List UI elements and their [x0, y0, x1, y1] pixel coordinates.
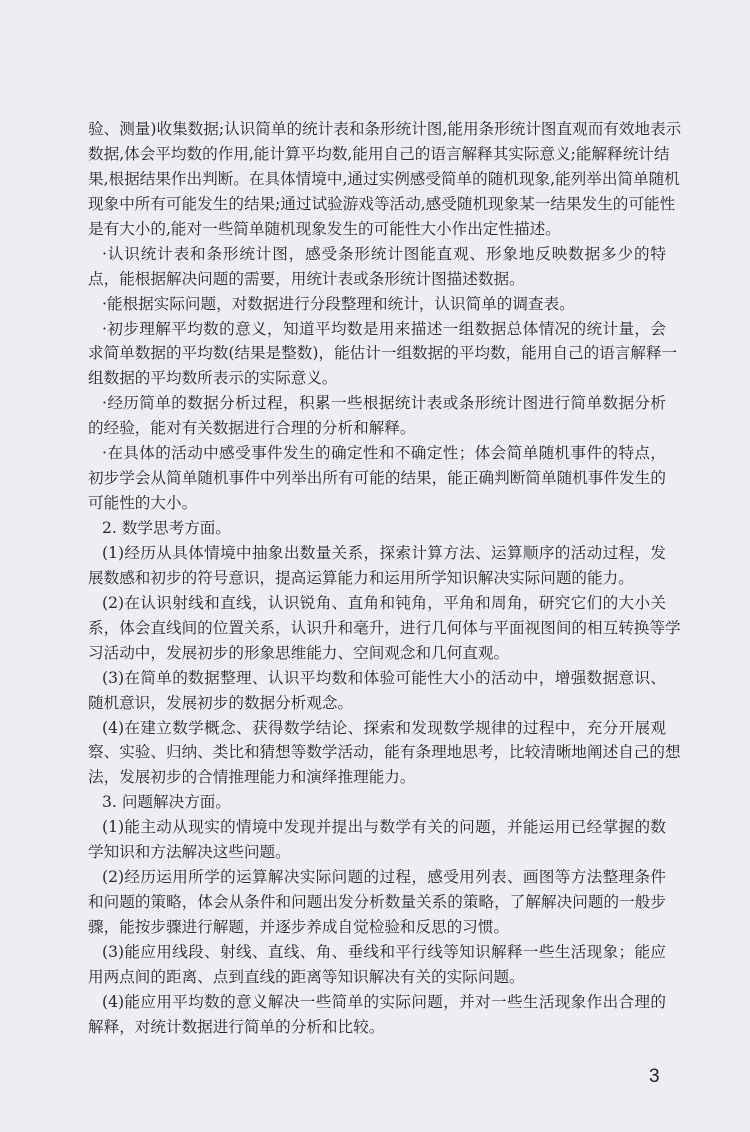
text-line: 用两点间的距离、点到直线的距离等知识解决有关的实际问题。	[88, 967, 525, 986]
text-line: 展数感和初步的符号意识，提高运算能力和运用所学知识解决实际问题的能力。	[88, 568, 634, 587]
text-line: (2)在认识射线和直线，认识锐角、直角和钝角，平角和周角，研究它们的大小关	[102, 593, 666, 612]
text-line: 解释，对统计数据进行简单的分析和比较。	[88, 1017, 385, 1036]
text-line: 点，能根据解决问题的需要，用统计表或条形统计图描述数据。	[88, 269, 525, 288]
text-line: 组数据的平均数所表示的实际意义。	[88, 369, 338, 388]
paragraph	[88, 716, 681, 791]
text-line: ·经历简单的数据分析过程，积累一些根据统计表或条形统计图进行简单数据分析	[102, 394, 666, 413]
paragraph	[88, 292, 666, 317]
paragraph	[88, 242, 666, 292]
text-line: ·认识统计表和条形统计图，感受条形统计图能直观、形象地反映数据多少的特	[102, 244, 666, 263]
paragraph	[88, 940, 666, 990]
text-line: ·在具体的活动中感受事件发生的确定性和不确定性；体会简单随机事件的特点，	[102, 444, 666, 463]
text-line: ·初步理解平均数的意义，知道平均数是用来描述一组数据总体情况的统计量，会	[102, 319, 666, 338]
text-line: ·能根据实际问题，对数据进行分段整理和统计，认识简单的调查表。	[102, 294, 575, 313]
paragraph	[88, 591, 681, 666]
text-line: 察、实验、归纳、类比和猜想等数学活动，能有条理地思考，比较清晰地阐述自己的想	[88, 743, 681, 762]
paragraph	[88, 317, 678, 392]
text-line: 数据,体会平均数的作用,能计算平均数,能用自己的语言解释其实际意义;能解释统计结	[88, 144, 670, 163]
paragraph	[88, 391, 666, 441]
text-line: 果,根据结果作出判断。在具体情境中,通过实例感受简单的随机现象,能列举出简单随机	[88, 169, 680, 188]
text-line: (2)经历运用所学的运算解决实际问题的过程，感受用列表、画图等方法整理条件	[102, 868, 666, 887]
text-line: 骤，能按步骤进行解题，并逐步养成自觉检验和反思的习惯。	[88, 918, 510, 936]
document-body	[88, 117, 682, 1040]
text-line: (4)能应用平均数的意义解决一些简单的实际问题，并对一些生活现象作出合理的	[102, 992, 666, 1011]
text-line: 学知识和方法解决这些问题。	[88, 843, 291, 862]
text-line: 求简单数据的平均数(结果是整数)，能估计一组数据的平均数，能用自己的语言解释一	[88, 344, 678, 363]
text-line: 随机意识，发展初步的数据分析观念。	[88, 693, 354, 712]
page-number: 3	[649, 1066, 660, 1087]
text-line: (3)能应用线段、射线、直线、角、垂线和平行线等知识解释一些生活现象；能应	[102, 942, 666, 961]
text-line: 初步学会从简单随机事件中列举出所有可能的结果，能正确判断简单随机事件发生的	[88, 469, 666, 488]
paragraph	[88, 865, 666, 940]
paragraph	[88, 815, 666, 865]
text-line: 2. 数学思考方面。	[102, 519, 231, 537]
text-line: (4)在建立数学概念、获得数学结论、探索和发现数学规律的过程中，充分开展观	[102, 718, 666, 737]
text-line: 系，体会直线间的位置关系，认识升和毫升，进行几何体与平面视图间的相互转换等学	[88, 618, 681, 637]
paragraph	[88, 790, 666, 815]
text-line: 可能性的大小。	[88, 494, 198, 513]
text-line: 是有大小的,能对一些简单随机现象发生的可能性大小作出定性描述。	[88, 219, 561, 238]
paragraph	[88, 990, 666, 1040]
paragraph	[88, 666, 666, 716]
text-line: 习活动中，发展初步的形象思维能力、空间观念和几何直观。	[88, 643, 510, 662]
paragraph	[88, 516, 666, 541]
text-line: (3)在简单的数据整理、认识平均数和体验可能性大小的活动中，增强数据意识、	[102, 668, 666, 687]
text-line: 法，发展初步的合情推理能力和演绎推理能力。	[88, 768, 416, 787]
text-line: 验、测量)收集数据;认识简单的统计表和条形统计图,能用条形统计图直观而有效地表示	[88, 120, 682, 138]
text-line: (1)能主动从现实的情境中发现并提出与数学有关的问题，并能运用已经掌握的数	[102, 818, 666, 837]
text-line: (1)经历从具体情境中抽象出数量关系，探索计算方法、运算顺序的活动过程，发	[102, 543, 666, 562]
text-line: 3. 问题解决方面。	[102, 793, 231, 812]
paragraph	[88, 117, 682, 242]
text-line: 和问题的策略，体会从条件和问题出发分析数量关系的策略，了解解决问题的一般步	[88, 893, 666, 912]
paragraph	[88, 441, 666, 516]
text-line: 的经验，能对有关数据进行合理的分析和解释。	[88, 419, 416, 438]
text-line: 现象中所有可能发生的结果;通过试验游戏等活动,感受随机现象某一结果发生的可能性	[88, 194, 676, 213]
paragraph	[88, 541, 666, 591]
